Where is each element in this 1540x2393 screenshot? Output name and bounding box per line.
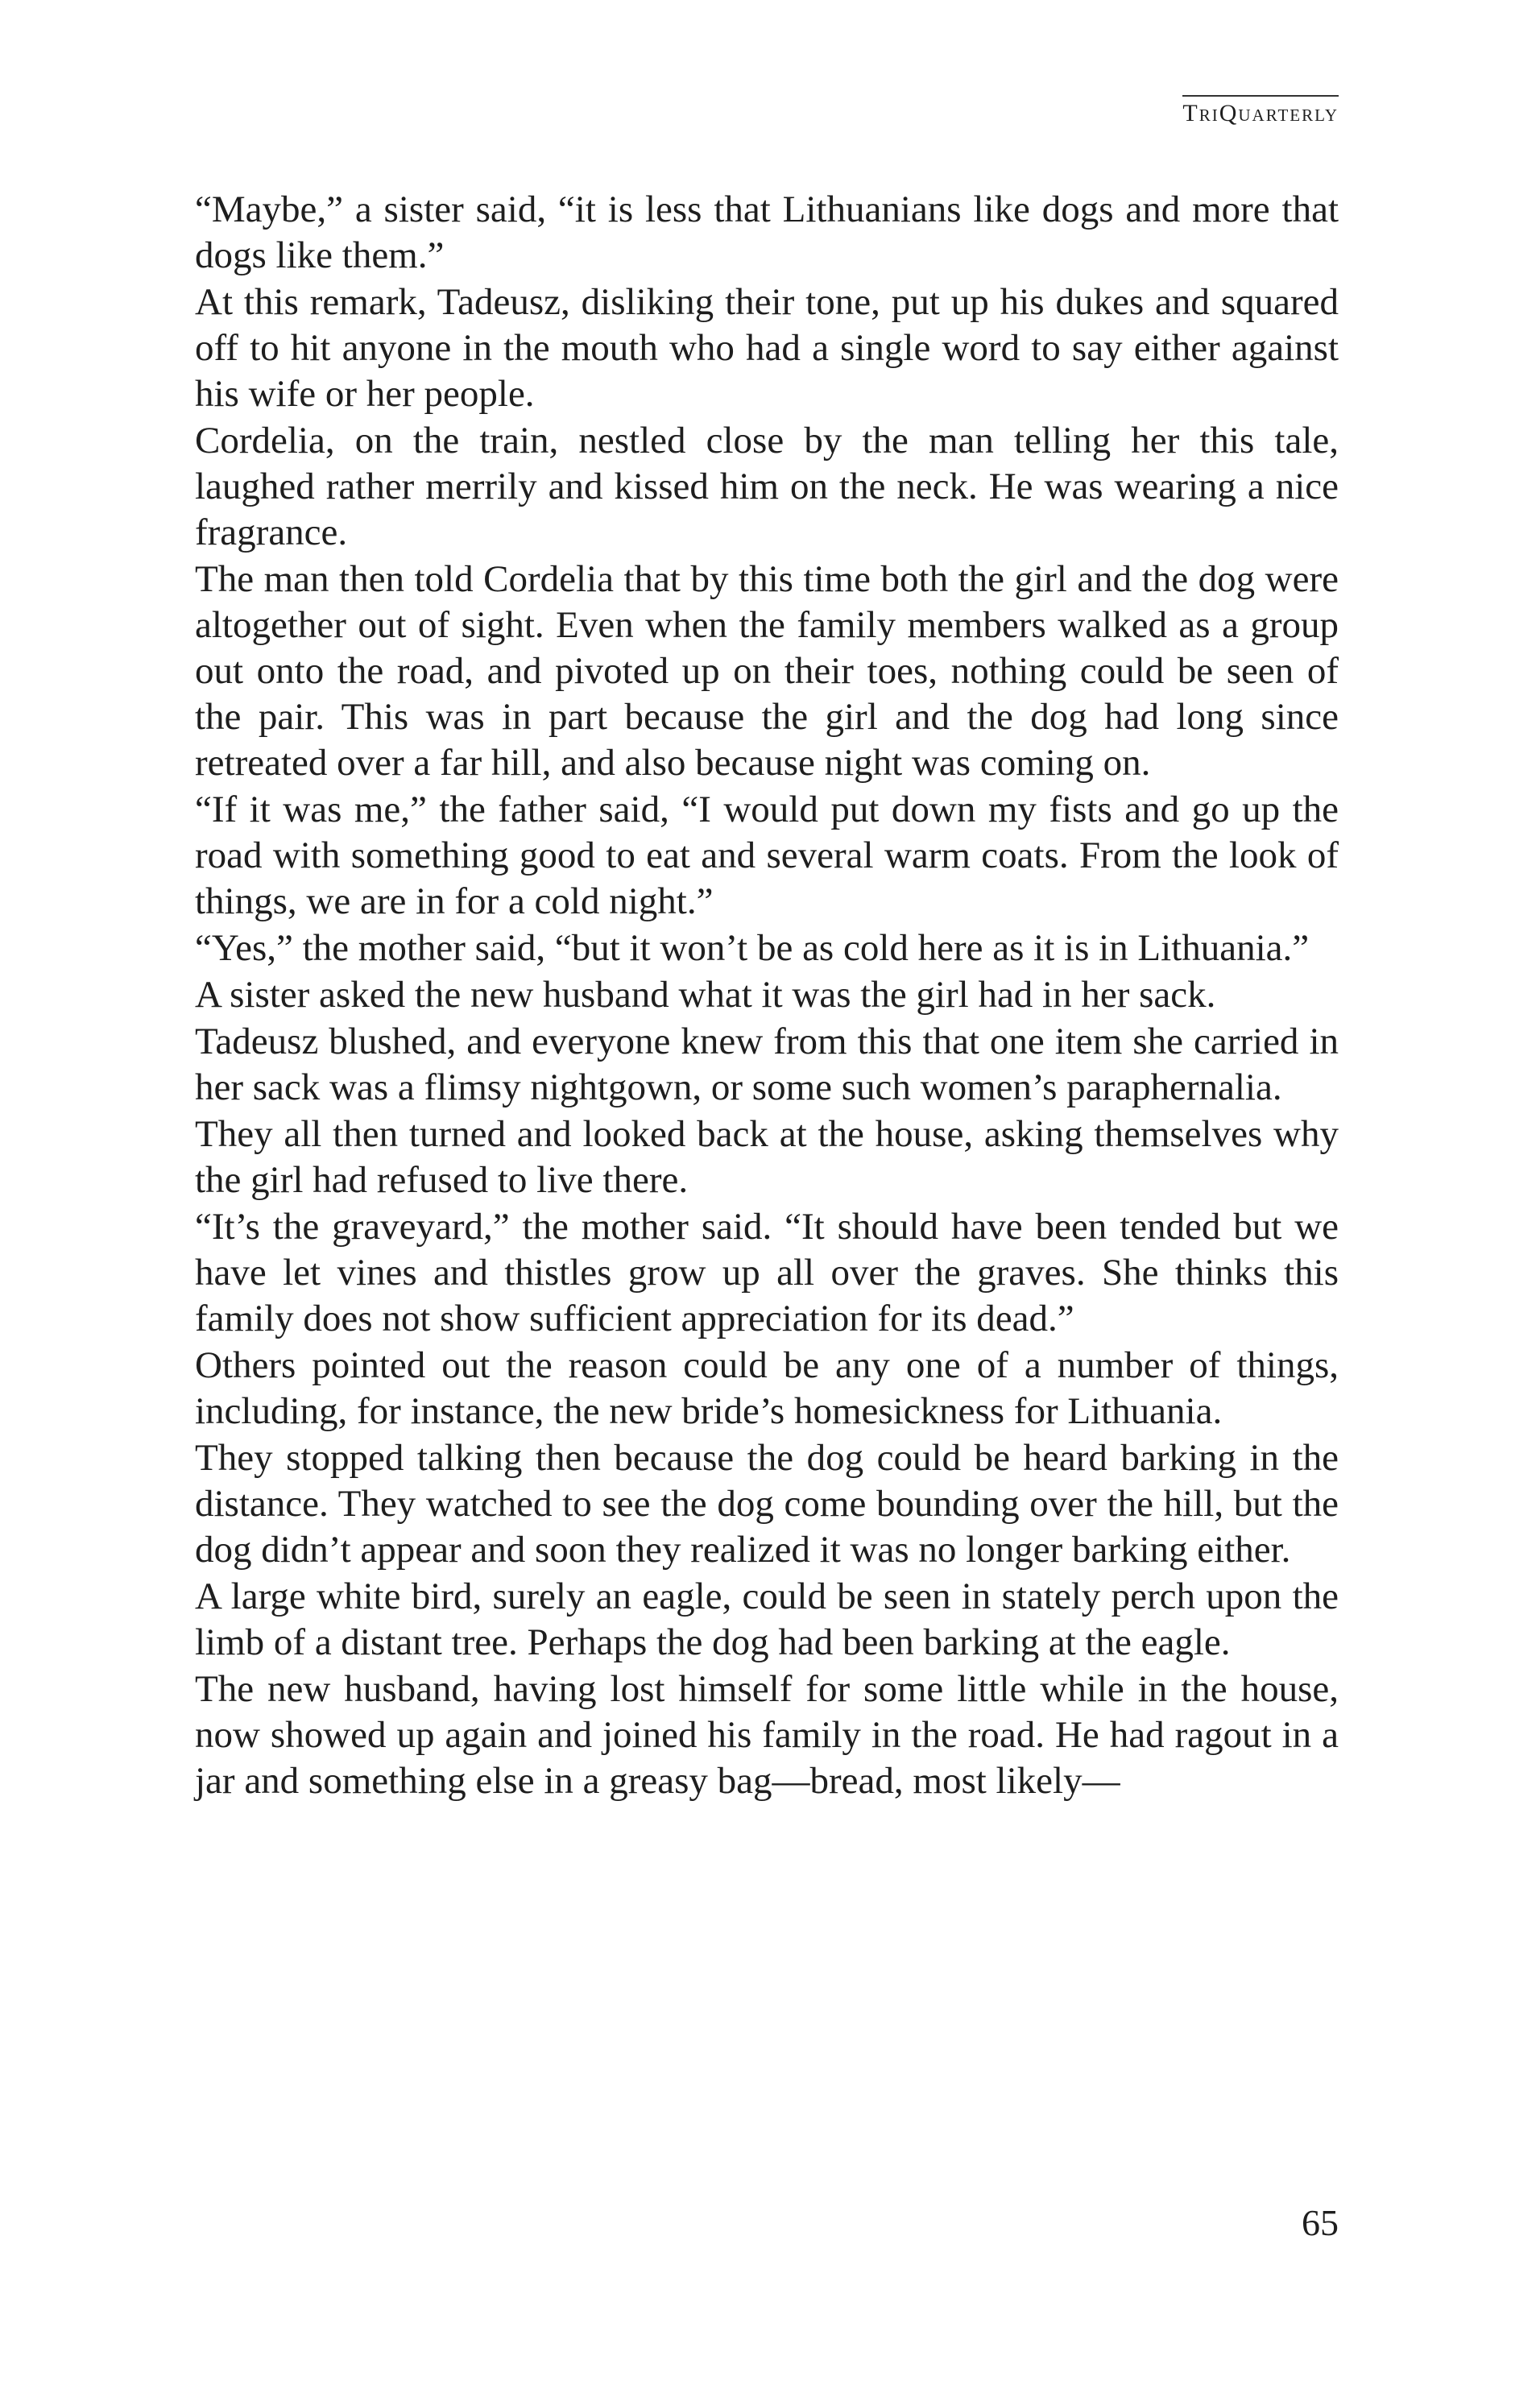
paragraph: Tadeusz blushed, and everyone knew from this that one item she carried in her sack was a flimsy nightgown, or some such women’s paraphernalia. — [195, 1021, 1339, 1108]
body-text — [195, 187, 1339, 1805]
paragraph: They stopped talking then because the dog could be heard barking in the distance. They watched to see the dog come bounding over the hill, but the dog didn’t appear and soon they realized it was no longer barking either. — [195, 1437, 1339, 1571]
paragraph: The man then told Cordelia that by this time both the girl and the dog were altogether out of sight. Even when the family members walked as a group out onto the road, and pivoted up on their toes, nothing could be seen of the pair. This was in part because the girl and the dog had long since retreated over a far hill, and also because night was coming on. — [195, 558, 1339, 784]
paragraph: “Yes,” the mother said, “but it won’t be as cold here as it is in Lithuania.” — [195, 927, 1310, 969]
paragraph: “If it was me,” the father said, “I would put down my fists and go up the road with something good to eat and several warm coats. From the look of things, we are in for a cold night.” — [195, 789, 1339, 922]
paragraph: “It’s the graveyard,” the mother said. “It should have been tended but we have let vines and thistles grow up all over the graves. She thinks this family does not show sufficient appreciation for its dead.” — [195, 1206, 1339, 1339]
paragraph: The new husband, having lost himself for some little while in the house, now showed up again and joined his family in the road. He had ragout in a jar and something else in a greasy bag—bread, most likely— — [195, 1668, 1339, 1802]
paragraph: Cordelia, on the train, nestled close by the man telling her this tale, laughed rather merrily and kissed him on the neck. He was wearing a nice fragrance. — [195, 420, 1339, 553]
paragraph: “Maybe,” a sister said, “it is less that Lithuanians like dogs and more that dogs like them.” — [195, 188, 1339, 276]
paragraph: A large white bird, surely an eagle, could be seen in stately perch upon the limb of a distant tree. Perhaps the dog had been barking at the eagle. — [195, 1575, 1339, 1663]
paragraph: At this remark, Tadeusz, disliking their tone, put up his dukes and squared off to hit anyone in the mouth who had a single word to say either against his wife or her people. — [195, 281, 1339, 415]
paragraph: They all then turned and looked back at the house, asking themselves why the girl had refused to live there. — [195, 1113, 1339, 1201]
paragraph: Others pointed out the reason could be any one of a number of things, including, for instance, the new bride’s homesickness for Lithuania. — [195, 1344, 1339, 1432]
paragraph: A sister asked the new husband what it was the girl had in her sack. — [195, 974, 1216, 1016]
running-head: TriQuarterly — [1182, 95, 1339, 127]
page-number: 65 — [1302, 2202, 1339, 2243]
